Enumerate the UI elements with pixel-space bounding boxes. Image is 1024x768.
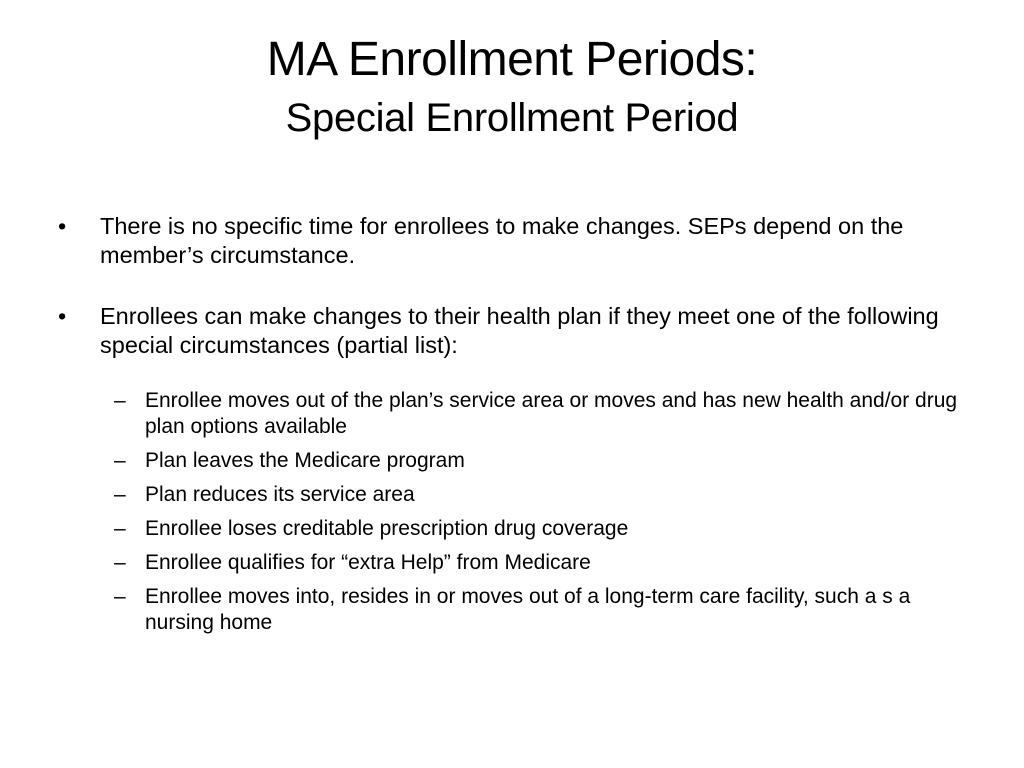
sub-bullet-item [58, 482, 978, 508]
sub-bullet-text: Enrollee moves into, resides in or moves out of a long-term care facility, such a s a nursing home [145, 585, 911, 634]
slide-subtitle: Special Enrollment Period [285, 96, 739, 140]
sub-bullet-marker: – [114, 551, 126, 574]
bullet-text: Enrollees can make changes to their health plan if they meet one of the following special circumstances (partial list): [100, 303, 939, 358]
sub-bullet-text: Plan reduces its service area [145, 483, 415, 506]
sub-bullet-marker: – [114, 517, 126, 540]
slide-content [58, 212, 978, 644]
sub-bullet-item [58, 448, 978, 474]
bullet-item [58, 302, 978, 360]
sub-bullet-item [58, 516, 978, 542]
sub-bullet-marker: – [114, 389, 126, 412]
sub-bullet-marker: – [114, 483, 126, 506]
title-block [0, 30, 1024, 144]
bullet-text: There is no specific time for enrollees to make changes. SEPs depend on the member’s circumstance. [100, 213, 904, 268]
sub-bullet-item [58, 584, 978, 636]
slide-title: MA Enrollment Periods: [266, 33, 758, 86]
sub-bullet-marker: – [114, 585, 126, 608]
sub-bullet-text: Enrollee qualifies for “extra Help” from Medicare [145, 551, 591, 574]
sub-bullet-list [58, 388, 978, 636]
sub-bullet-text: Enrollee moves out of the plan’s service area or moves and has new health and/or drug plan options available [145, 389, 958, 438]
bullet-item [58, 212, 978, 270]
sub-bullet-item [58, 550, 978, 576]
sub-bullet-text: Enrollee loses creditable prescription drug coverage [145, 517, 629, 540]
sub-bullet-item [58, 388, 978, 440]
bullet-marker: • [58, 303, 67, 329]
sub-bullet-marker: – [114, 449, 126, 472]
sub-bullet-text: Plan leaves the Medicare program [145, 449, 465, 472]
bullet-marker: • [58, 213, 67, 239]
